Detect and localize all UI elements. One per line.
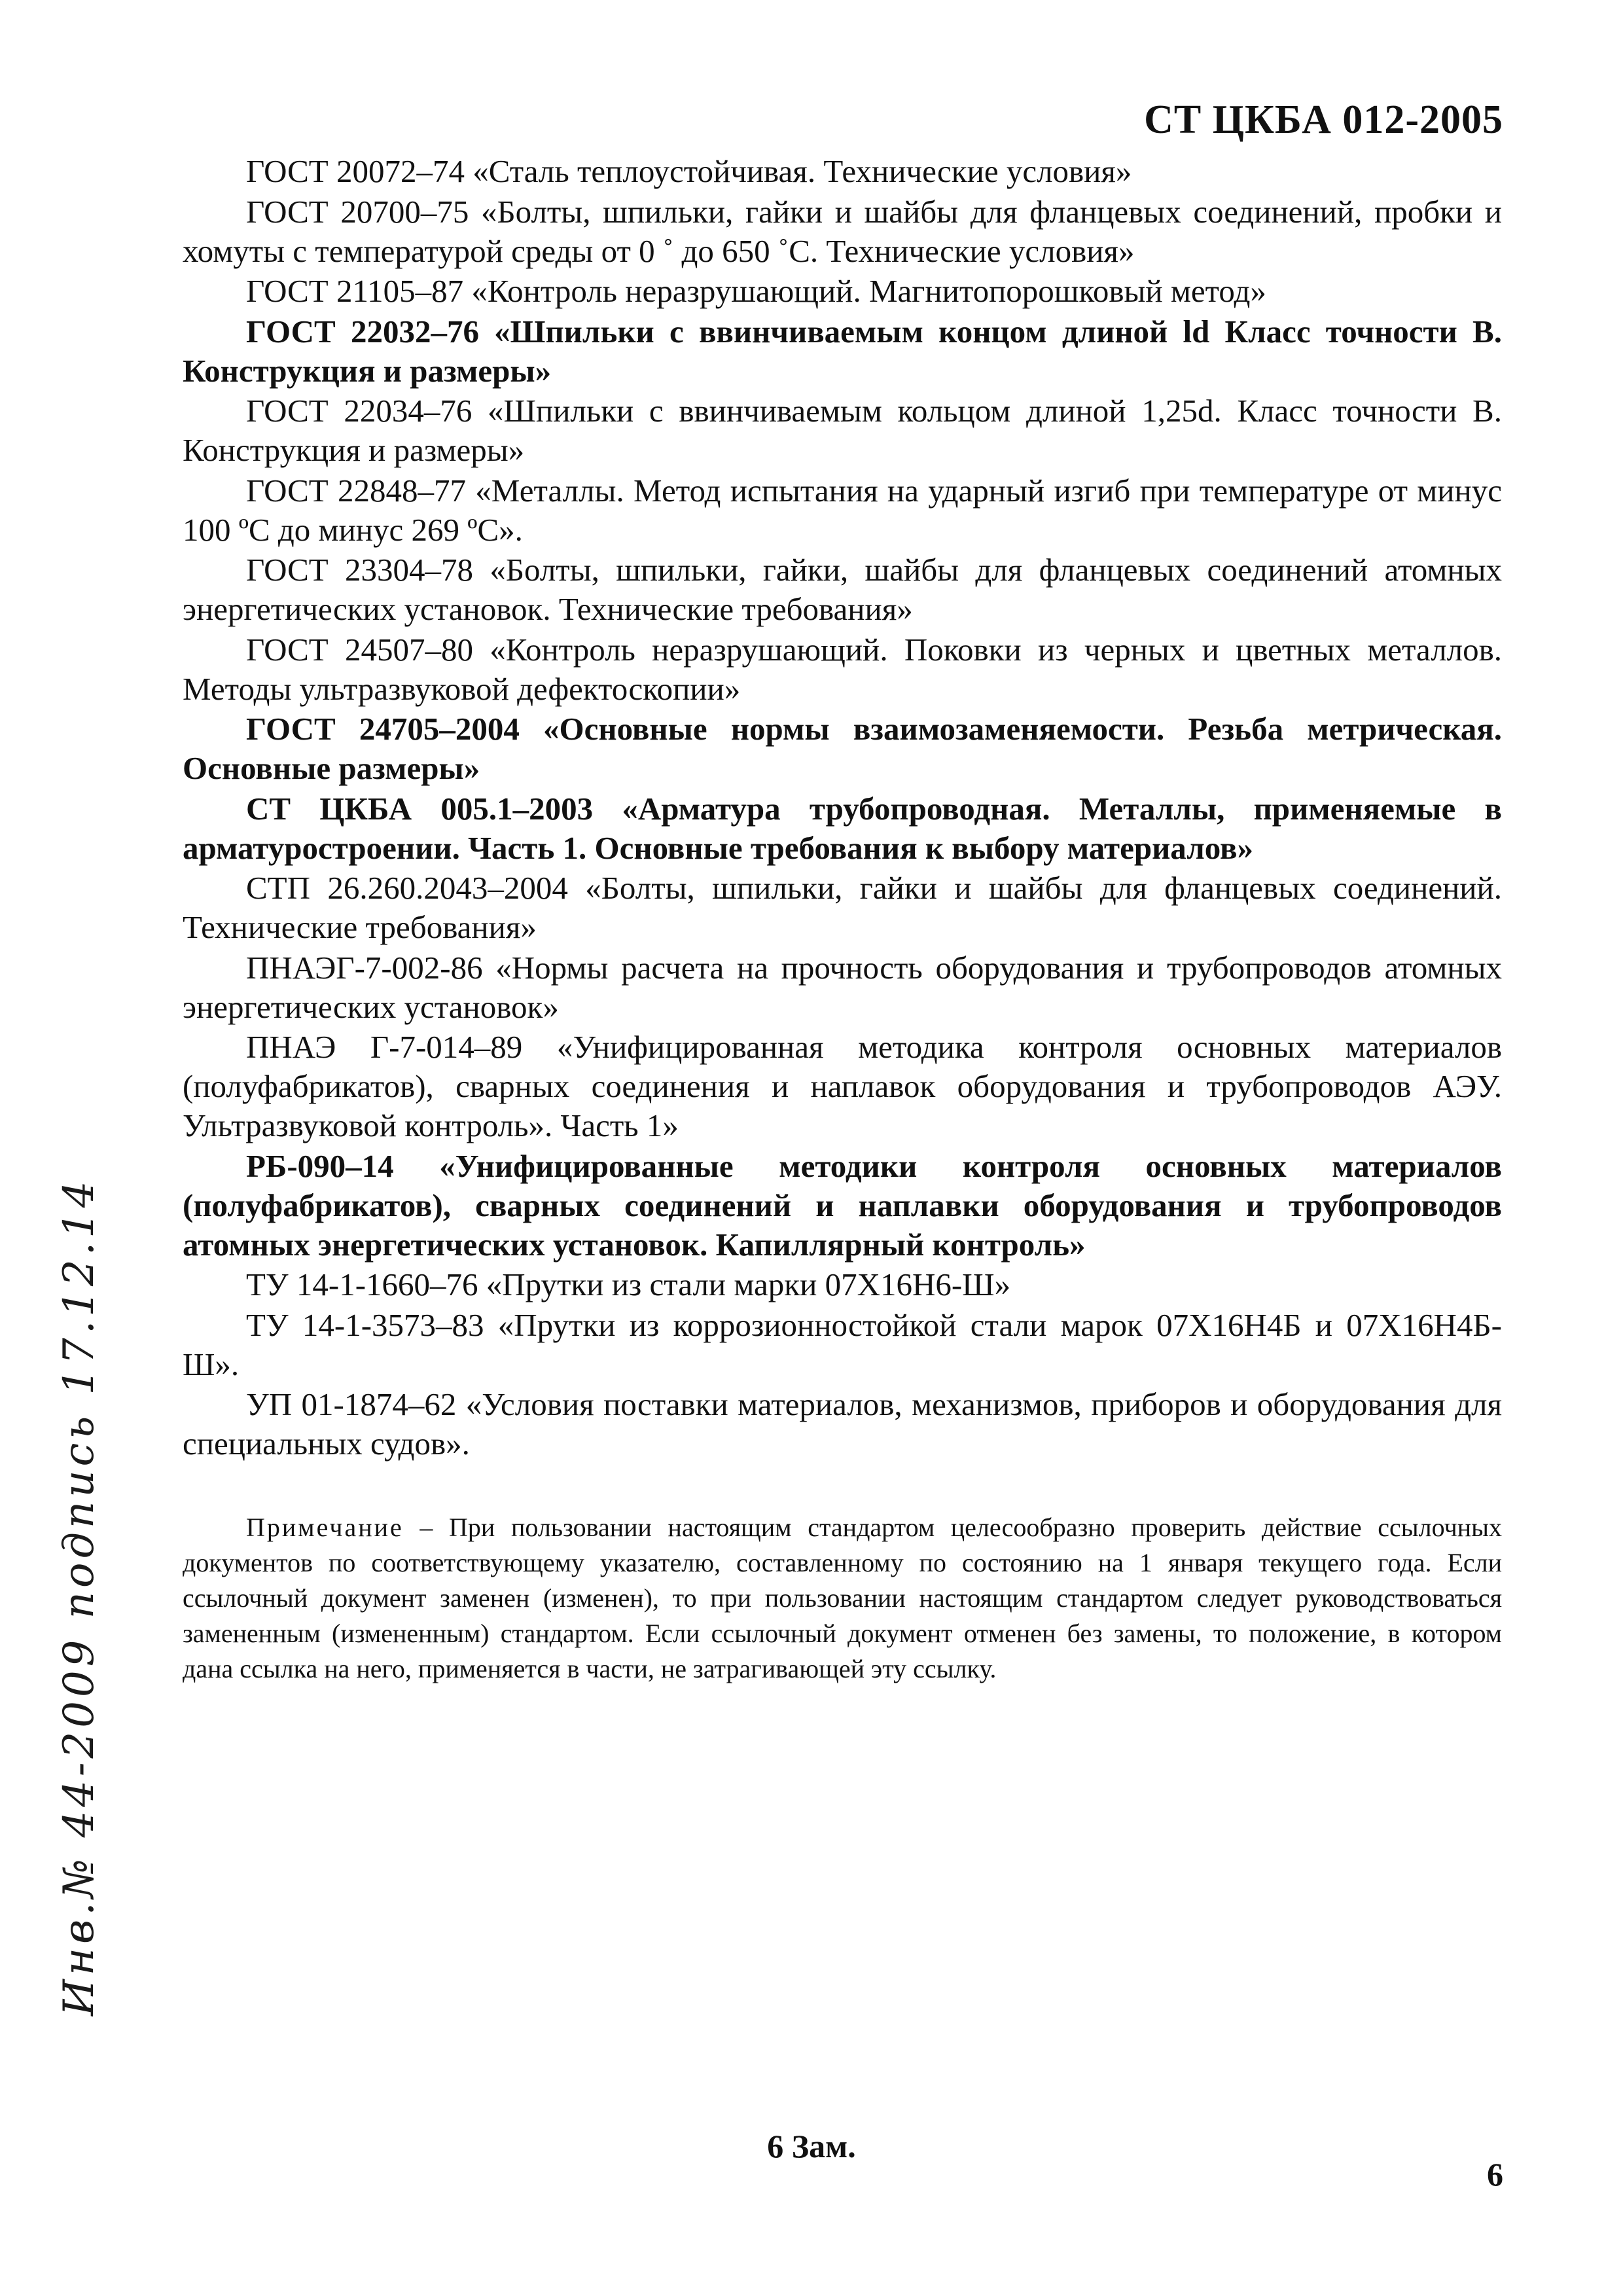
reference-item: ТУ 14-1-1660–76 «Прутки из стали марки 07Х16Н6-Ш» — [246, 1266, 1011, 1302]
change-mark: 6 Зам. — [767, 2128, 856, 2164]
reference-item: ГОСТ 20700–75 «Болты, шпильки, гайки и шайбы для фланцевых соединений, пробки и хомуты с температурой среды от 0 ˚ до 650 ˚С. Технические условия» — [183, 193, 1502, 269]
reference-item: ГОСТ 24507–80 «Контроль неразрушающий. Поковки из черных и цветных металлов. Методы ультразвуковой дефектоскопии» — [183, 631, 1502, 707]
note-paragraph — [183, 1510, 1502, 1687]
normative-references-list — [183, 152, 1502, 1465]
reference-item: ГОСТ 23304–78 «Болты, шпильки, гайки, шайбы для фланцевых соединений атомных энергетических установок. Технические требования» — [183, 552, 1502, 627]
inventory-stamp: Инв.№ 44-2009 подпись 17.12.14 — [55, 1177, 103, 2016]
reference-item: УП 01-1874–62 «Условия поставки материалов, механизмов, приборов и оборудования для специальных судов». — [183, 1386, 1502, 1462]
reference-item: ПНАЭ Г-7-014–89 «Унифицированная методика контроля основных материалов (полуфабрикатов), сварных соединения и наплавок оборудования и трубопроводов АЭУ. Ультразвуковой контроль». Часть 1» — [183, 1029, 1502, 1143]
reference-item: СТ ЦКБА 005.1–2003 «Арматура трубопроводная. Металлы, применяемые в арматуростроении. Часть 1. Основные требования к выбору материалов» — [183, 790, 1502, 866]
reference-item: ГОСТ 24705–2004 «Основные нормы взаимозаменяемости. Резьба метрическая. Основные размеры» — [183, 711, 1502, 786]
reference-item: СТП 26.260.2043–2004 «Болты, шпильки, гайки и шайбы для фланцевых соединений. Технические требования» — [183, 870, 1502, 945]
reference-item: РБ-090–14 «Унифицированные методики контроля основных материалов (полуфабрикатов), сварных соединений и наплавки оборудования и трубопроводов атомных энергетических установок. Капиллярный контроль» — [183, 1147, 1502, 1263]
reference-item: ГОСТ 22032–76 «Шпильки с ввинчиваемым концом длиной ld Класс точности В. Конструкция и размеры» — [183, 313, 1502, 389]
reference-item: ПНАЭГ-7-002-86 «Нормы расчета на прочность оборудования и трубопроводов атомных энергетических установок» — [183, 949, 1502, 1025]
note-label: Примечание — [246, 1513, 404, 1542]
note-text: – При пользовании настоящим стандартом целесообразно проверить действие ссылочных документов по соответствующему указателю, составленному по состоянию на 1 января текущего года. Если ссылочный документ заменен (изменен), то при пользовании настоящим стандартом следует руководствоваться замененным (измененным) стандартом. Если ссылочный документ отменен без замены, то положение, в котором дана ссылка на него, применяется в части, не затрагивающей эту ссылку. — [183, 1513, 1502, 1683]
reference-item: ГОСТ 21105–87 «Контроль неразрушающий. Магнитопорошковый метод» — [246, 273, 1266, 309]
reference-item: ГОСТ 22848–77 «Металлы. Метод испытания на ударный изгиб при температуре от минус 100 ºС до минус 269 ºС». — [183, 472, 1502, 548]
page-number: 6 — [1487, 2156, 1503, 2193]
reference-item: ГОСТ 20072–74 «Сталь теплоустойчивая. Технические условия» — [246, 153, 1132, 189]
reference-item: ГОСТ 22034–76 «Шпильки с ввинчиваемым кольцом длиной 1,25d. Класс точности В. Конструкция и размеры» — [183, 393, 1502, 468]
document-code: СТ ЦКБА 012-2005 — [1144, 98, 1503, 142]
reference-item: ТУ 14-1-3573–83 «Прутки из коррозионностойкой стали марок 07Х16Н4Б и 07Х16Н4Б-Ш». — [183, 1306, 1502, 1382]
